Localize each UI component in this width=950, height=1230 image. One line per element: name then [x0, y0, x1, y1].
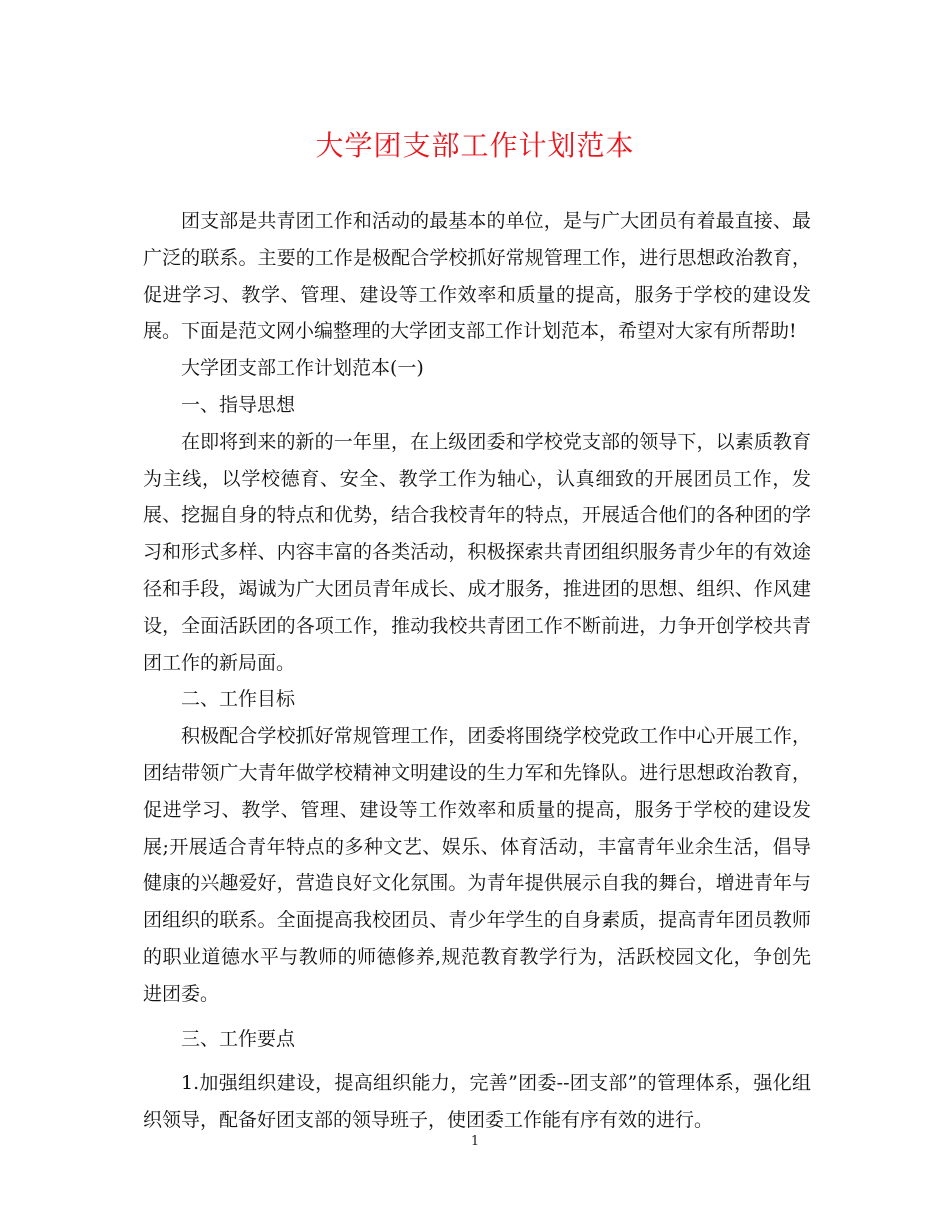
paragraph-gap: [143, 1013, 811, 1021]
guiding-ideology-paragraph: 在即将到来的新的一年里，在上级团委和学校党支部的领导下，以素质教育为主线，以学校德育、安全、教学工作为轴心，认真细致的开展团员工作，发展、挖掘自身的特点和优势，结合我校青年的特点，开展适合他们的各种团的学习和形式多样、内容丰富的各类活动，积极探索共青团组织服务青少年的有效途径和手段，竭诚为广大团员青年成长、成才服务，推进团的思想、组织、作风建设，全面活跃团的各项工作，推动我校共青团工作不断前进，力争开创学校共青团工作的新局面。: [143, 430, 811, 674]
work-point-1-paragraph: 1.加强组织建设，提高组织能力，完善”团委--团支部”的管理体系，强化组织领导，配备好团支部的领导班子，使团委工作能有序有效的进行。: [143, 1072, 811, 1132]
plan-subtitle: 大学团支部工作计划范本(一): [181, 357, 424, 380]
document-title: 大学团支部工作计划范本: [315, 129, 635, 162]
work-goals-paragraph: 积极配合学校抓好常规管理工作，团委将围绕学校党政工作中心开展工作，团结带领广大青年做学校精神文明建设的生力军和先锋队。进行思想政治教育，促进学习、教学、管理、建设等工作效率和质量的提高，服务于学校的建设发展;开展适合青年特点的多种文艺、娱乐、体育活动，丰富青年业余生活，倡导健康的兴趣爱好，营造良好文化氛围。为青年提供展示自我的舞台，增进青年与团组织的联系。全面提高我校团员、青少年学生的自身素质，提高青年团员教师的职业道德水平与教师的师德修养,规范教育教学行为，活跃校园文化，争创先进团委。: [143, 725, 811, 1005]
section-heading-work-points: 三、工作要点: [181, 1027, 296, 1050]
section-heading-work-goals: 二、工作目标: [181, 688, 296, 711]
intro-paragraph: 团支部是共青团工作和活动的最基本的单位，是与广大团员有着最直接、最广泛的联系。主要的工作是极配合学校抓好常规管理工作，进行思想政治教育，促进学习、教学、管理、建设等工作效率和质量的提高，服务于学校的建设发展。下面是范文网小编整理的大学团支部工作计划范本，希望对大家有所帮助!: [143, 210, 811, 343]
page-number: 1: [470, 1134, 480, 1149]
document-body: [143, 203, 811, 1139]
section-heading-guiding-ideology: 一、指导思想: [181, 393, 296, 416]
paragraph-gap: [143, 1057, 811, 1065]
